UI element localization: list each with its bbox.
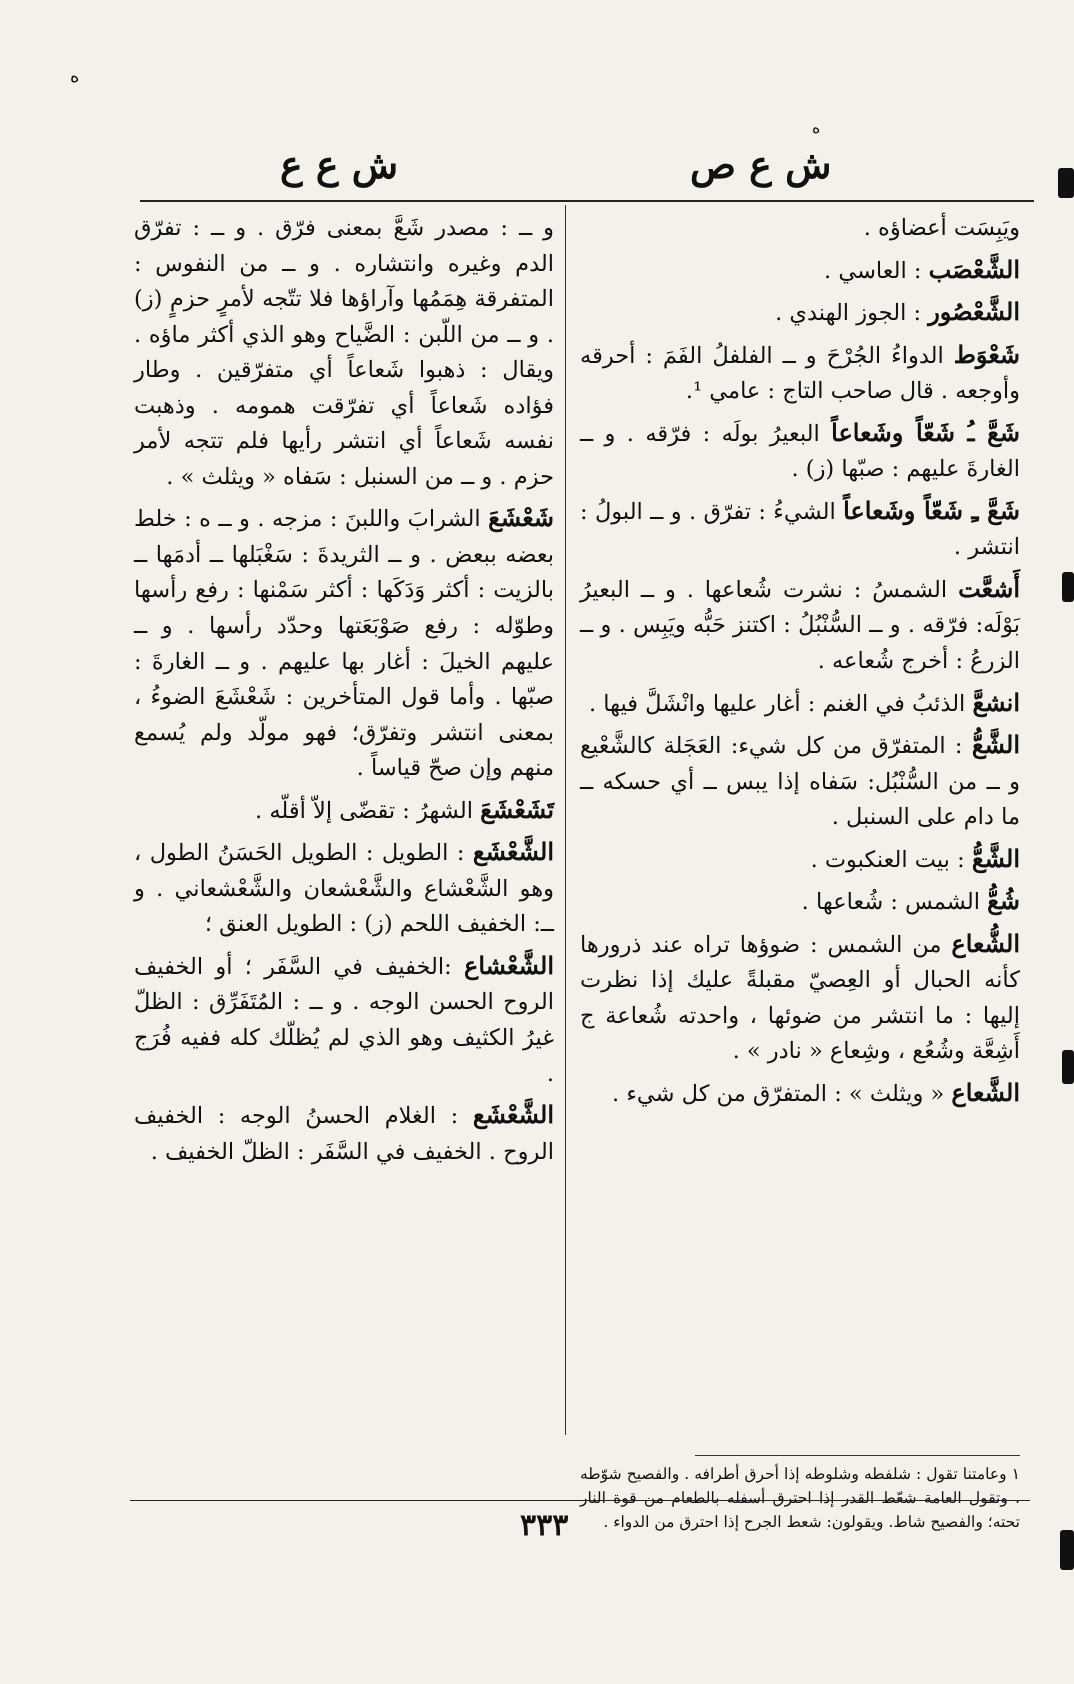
entry [580, 570, 1020, 680]
entry-text: : الطويل : الطويل الحَسَنُ الطول ، وهو الشَّعْشاع والشَّعْشعان والشَّعْشعاني . و ــ: الخفيف اللحم (ز) : الطويل العنق ؛ [134, 840, 554, 938]
entry-headword: شُعُّ [987, 886, 1020, 916]
entry-text: ويَبِسَت أعضاؤه . [863, 215, 1020, 241]
scan-edge-mark [1062, 1050, 1074, 1084]
entry [580, 684, 1020, 723]
entry [134, 1096, 554, 1170]
running-header-right: ش ع ص [690, 142, 832, 187]
entry [580, 336, 1020, 410]
entry-text: : بيت العنكبوت . [810, 846, 965, 873]
entry-headword: الشَّعاع [951, 1078, 1020, 1108]
scan-edge-mark [1058, 168, 1074, 198]
entry-text: : العاسي . [824, 257, 922, 284]
entry [580, 925, 1020, 1070]
entry-headword: الشَّعُّ [971, 843, 1020, 873]
entry [580, 882, 1020, 921]
entry-text: البعيرُ بولَه : فرّقه . و ــ الغارةَ عليهم : صبّها (ز) . [580, 420, 1020, 483]
top-rule [140, 200, 1034, 202]
entry-headword: الشَّعْشاع [464, 950, 555, 980]
entry-headword: الشَّعْشَع [472, 1100, 554, 1130]
entry-headword: تَشَعْشَعَ [480, 794, 554, 824]
scan-edge-mark [1060, 1530, 1074, 1570]
entry [134, 833, 554, 943]
scan-edge-mark [1062, 572, 1074, 602]
entry [580, 251, 1020, 290]
entry-text: من الشمس : ضوؤها تراه عند ذرورها كأنه الحبال أو العِصيّ مقبلةً عليك إذا نظرت إليها : ما انتشر من ضوئها ، واحدته شُعاعة ج أَشِعَّة وشُعُع ، وشِعاع « نادر » . [580, 931, 1020, 1065]
entry-text: الذئبُ في الغنم : أغار عليها وانْشَلَّ فيها . [588, 690, 966, 717]
entry-headword: الشَّعُّ [971, 730, 1020, 760]
entry-headword: الشُّعاع [951, 928, 1020, 958]
entry-text: : الجوز الهندي . [775, 300, 922, 327]
right-column [580, 208, 1020, 1117]
top-mark: ه [812, 118, 821, 137]
running-header-left: ش ع ع [280, 142, 399, 187]
entry [580, 293, 1020, 332]
entry [134, 947, 554, 1092]
entry-headword: شَعَّ ـُ شَعّاً وشَعاعاً [831, 417, 1020, 447]
entry-text: الشيءُ : تفرّق . و ــ البولُ : انتشر . [580, 498, 1020, 561]
footnote-rule [695, 1455, 1020, 1456]
entry-text: : الغلام الحسنُ الوجه : الخفيف الروح . الخفيف في السَّفَر : الظلّ الخفيف . [134, 1103, 554, 1165]
entry-headword: الشَّعْصُور [928, 297, 1020, 327]
page-number: ٣٣٣ [520, 1508, 569, 1543]
entry-text: الشهرُ : تقضّى إلاّ أقلّه . [255, 797, 473, 824]
entry-text: الشمس : شُعاعها . [801, 889, 980, 916]
entry-headword: الشَّعْصَب [928, 254, 1020, 284]
entry [134, 791, 554, 830]
entry-text: الدواءُ الجُرْحَ و ــ الفلفلُ الفَمَ : أحرقه وأوجعه . قال صاحب التاج : عامي ¹. [580, 342, 1020, 405]
entry-headword: الشَّعْشَع [472, 837, 555, 867]
entry-headword: أَشعَّت [958, 573, 1020, 603]
entry [580, 1074, 1020, 1113]
entry-text: الشمسُ : نشرت شُعاعها . و ــ البعيرُ بَوْلَه: فرّقه . و ــ السُّنْبُلُ : اكتنز حَبُّه ويَبِس . و ــ الزرعُ : أخرج شُعاعه . [580, 576, 1020, 675]
column-divider [565, 205, 566, 1435]
entry-text: الشرابَ واللبنَ : مزجه . و ــ ه : خلط بعضه ببعض . و ــ الثريدةَ : سَغْبَلها ــ أدمَها ــ بالزيت : أكثر وَدَكَها : أكثر سَمْنها : رفع رأسها وطوّله : رفع صَوْبَعَتها وحدّد رأسها . و ــ عليهم الخيلَ : أغار بها عليهم . و ــ الغارةَ : صبّها . وأما قول المتأخرين : شَعْشَعَ الضوءُ ، بمعنى انتشر وتفرّق؛ فهو مولّد ولم يُسمع منهم وإن صحّ قياساً . [134, 506, 554, 782]
entry [580, 840, 1020, 879]
margin-mark: ه [70, 66, 80, 87]
entry [134, 208, 554, 495]
entry [580, 208, 1020, 247]
entry-text: و ــ : مصدر شَعَّ بمعنى فرّق . و ــ : تفرّق الدم وغيره وانتشاره . و ــ من النفوس : المتفرقة هِمَمُها وآراؤها فلا تتّجه لأمرٍ حزمٍ (ز) . و ــ من اللّبن : الضَّياح وهو الذي أكثر ماؤه . ويقال : ذهبوا شَعاعاً أي متفرّقين . وطار فؤاده شَعاعاً أي تفرّقت همومه . وذهبت نفسه شَعاعاً أي انتشر رأيها فلم تتجه لأمر حزم . و ــ من السنبل : سَفاه « ويثلث » . [134, 215, 554, 490]
entry-headword: انشعَّ [972, 687, 1020, 717]
entry-text: : المتفرّق من كل شيء: العَجَلة كالشَّعْيع و ــ من السُّنْبُل: سَفاه إذا يبس ــ أي حسكه ــ ما دام على السنبل . [580, 733, 1020, 831]
entry [134, 499, 554, 786]
entry-headword: شَعْشَعَ [488, 503, 554, 533]
entry-text: « ويثلث » : المتفرّق من كل شيء . [612, 1081, 945, 1108]
entry-headword: شَعْوَط [953, 339, 1021, 369]
footnote: ١ وعامتنا تقول : شلفطه وشلوطه إذا أحرق أطرافه . والفصيح شوّطه . وتقول العامة شعّط القدر إذا احترق أسفله بالطعام من قوة النار تحته؛ والفصيح شاط. ويقولون: شعط الجرح إذا احترق من الدواء . [580, 1465, 1020, 1532]
entry [580, 492, 1020, 566]
entry [580, 726, 1020, 836]
entry [580, 414, 1020, 488]
bottom-rule [130, 1500, 1030, 1501]
entry-headword: شَعَّ ـِ شَعّاً وشَعاعاً [843, 495, 1021, 525]
left-column [134, 208, 554, 1174]
entry-text: :الخفيف في السَّفَر ؛ أو الخفيف الروح الحسن الوجه . و ــ : المُتَفَرِّق : الظلّ غيرُ الكثيف وهو الذي لم يُظلّك كله ففيه فُرَج . [134, 953, 554, 1087]
